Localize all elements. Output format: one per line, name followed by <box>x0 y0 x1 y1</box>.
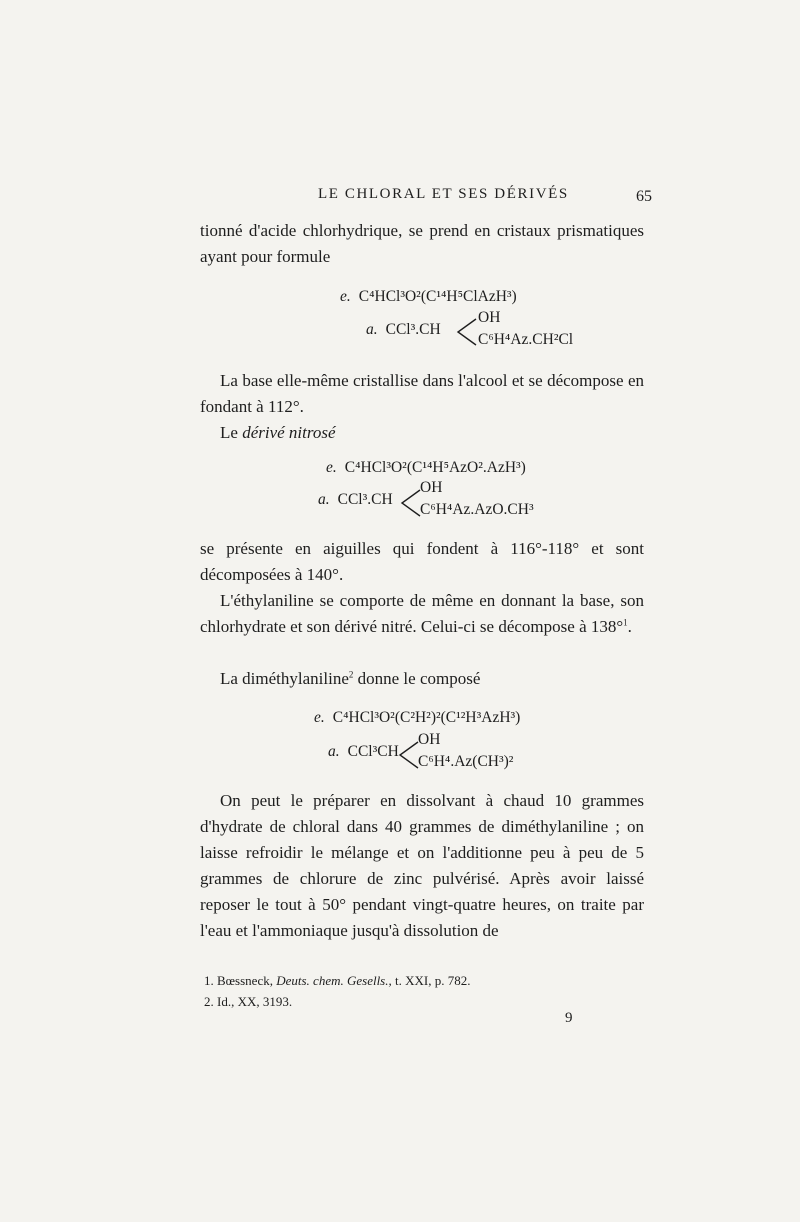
formula-text: C⁴HCl³O²(C¹⁴H⁵ClAzH³) <box>358 288 517 305</box>
bond-fork <box>398 738 420 772</box>
formula-2 <box>318 458 626 528</box>
paragraph-text: L'éthylaniline se comporte de même en donnant la base, son chlorhydrate et son dérivé nitré. Celui-ci se décompose à 138° <box>200 591 644 636</box>
paragraph-text-cont: donne le composé <box>357 669 481 688</box>
formula-branch-lower: C⁶H⁴.Az(CH³)² <box>418 753 514 770</box>
formula-branch-upper: OH <box>418 731 441 748</box>
paragraph-text: On peut le préparer en dissolvant à chaud 10 grammes d'hydrate de chloral dans 40 grammes de diméthylaniline ; on laisse refroidir le mélange et on l'additionne peu à peu de 5 grammes de chlorure de zinc pulvérisé. Après avoir laissé reposer le tout à 50° pendant vingt-quatre heures, on traite par l'eau et l'ammoniaque jusqu'à dissolution de <box>200 791 644 940</box>
formula-empirical <box>340 287 517 307</box>
formula-structural <box>318 490 393 510</box>
footnotes <box>204 970 470 1012</box>
running-title: LE CHLORAL ET SES DÉRIVÉS <box>318 186 569 202</box>
footnote-number: 2. <box>204 994 214 1009</box>
formula-label: a. <box>366 321 378 338</box>
emphasis-text: dérivé nitrosé <box>242 423 336 442</box>
paragraph-4 <box>200 536 644 588</box>
footnote-number: 1. <box>204 973 214 988</box>
formula-empirical <box>326 458 526 478</box>
page-number: 65 <box>636 188 652 205</box>
footnote-text: Id., XX, 3193. <box>217 994 293 1009</box>
footnote-1 <box>204 970 470 991</box>
paragraph-5 <box>200 588 644 640</box>
formula-label: e. <box>314 709 325 726</box>
paragraph-text: La base elle-même cristallise dans l'alcool et se décompose en fondant à 112°. <box>200 371 644 416</box>
formula-branch-upper: OH <box>420 479 443 496</box>
formula-label: a. <box>318 491 330 508</box>
formula-label: e. <box>326 459 337 476</box>
footnote-author: Bœssneck, <box>217 973 273 988</box>
page-header <box>0 186 800 210</box>
footnote-reference: t. XXI, p. 782. <box>395 973 471 988</box>
paragraph-6 <box>200 666 644 692</box>
formula-structural <box>328 742 399 762</box>
formula-stem: CCl³.CH <box>337 491 393 508</box>
formula-text: C⁴HCl³O²(C²H²)²(C¹²H³AzH³) <box>332 709 521 726</box>
paragraph-3 <box>200 420 644 446</box>
paragraph-text: La diméthylaniline <box>220 669 349 688</box>
paragraph-text: tionné d'acide chlorhydrique, se prend en cristaux prismatiques ayant pour formule <box>200 221 644 266</box>
footnote-ref[interactable]: 2 <box>348 669 354 680</box>
footnote-2 <box>204 991 470 1012</box>
paragraph-end: . <box>627 617 632 636</box>
formula-3 <box>314 708 614 780</box>
footnote-journal: Deuts. chem. Gesells., <box>276 973 392 988</box>
paragraph-text: se présente en aiguilles qui fondent à 116°-118° et sont décomposées à 140°. <box>200 539 644 584</box>
formula-text: C⁴HCl³O²(C¹⁴H⁵AzO².AzH³) <box>344 459 526 476</box>
formula-branch-upper: OH <box>478 309 501 326</box>
paragraph-text: Le <box>220 423 238 442</box>
footnote-ref[interactable]: 1 <box>623 617 628 628</box>
formula-empirical <box>314 708 520 728</box>
formula-label: a. <box>328 743 340 760</box>
formula-stem: CCl³CH <box>347 743 399 760</box>
signature-mark: 9 <box>565 1010 573 1026</box>
paragraph-1 <box>200 218 644 270</box>
formula-branch-lower: C⁶H⁴Az.AzO.CH³ <box>420 501 534 518</box>
paragraph-7 <box>200 788 644 944</box>
formula-label: e. <box>340 288 351 305</box>
bond-fork <box>400 486 422 520</box>
paragraph-2 <box>200 368 644 420</box>
formula-stem: CCl³.CH <box>385 321 441 338</box>
formula-branch-lower: C⁶H⁴Az.CH²Cl <box>478 331 574 348</box>
formula-structural <box>366 320 441 340</box>
bond-fork <box>456 315 478 349</box>
formula-1 <box>340 287 600 357</box>
